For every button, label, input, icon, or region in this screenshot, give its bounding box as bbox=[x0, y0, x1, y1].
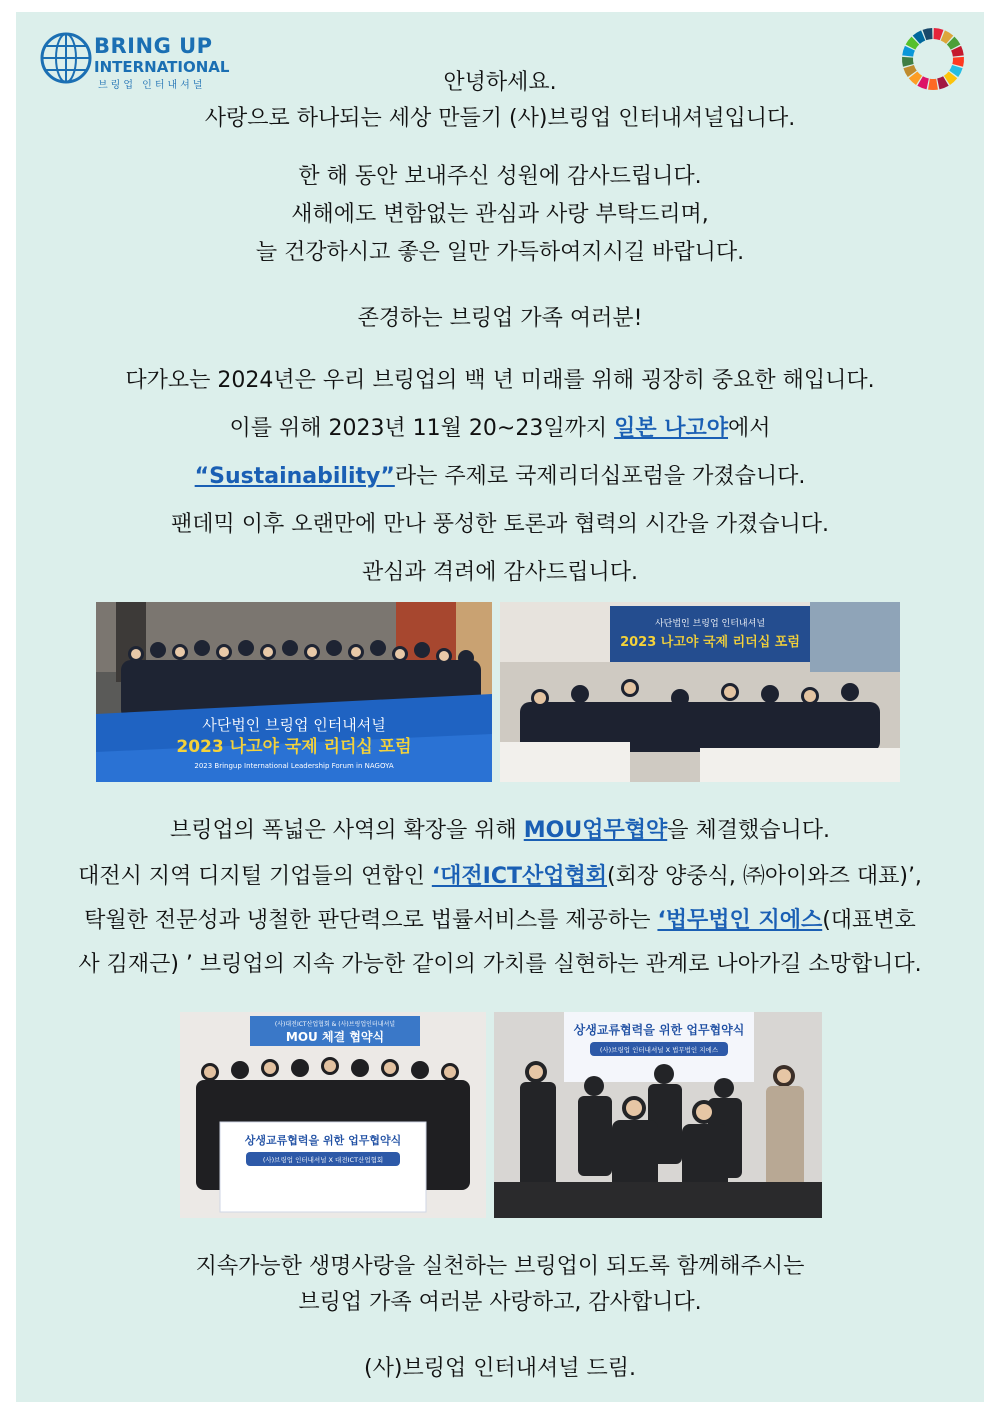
forum-line-3-post: 라는 주제로 국제리더십포럼을 가졌습니다. bbox=[394, 464, 806, 489]
screen-text-1: 사단법인 브링업 인터내셔널 bbox=[654, 619, 766, 629]
closing-line-1: 지속가능한 생명사랑을 실천하는 브링업이 되도록 함께해주시는 bbox=[195, 1254, 805, 1279]
sign-text-2: (사)브링업 인터내셔널 X 대전ICT산업협회 bbox=[262, 1156, 384, 1164]
forum-line-4: 팬데믹 이후 오랜만에 만나 풍성한 토론과 협력의 시간을 가졌습니다. bbox=[171, 512, 829, 537]
forum-line-2 bbox=[16, 410, 984, 448]
banner-text-2: 2023 나고야 국제 리더십 포럼 bbox=[176, 737, 412, 757]
photo-mou-lawfirm bbox=[494, 1012, 822, 1218]
signature-line: (사)브링업 인터내셔널 드림. bbox=[364, 1356, 636, 1381]
sustainability-link[interactable]: “Sustainability” bbox=[194, 464, 395, 489]
mou-line-1 bbox=[16, 812, 984, 850]
salutation: 존경하는 브링업 가족 여러분! bbox=[357, 306, 643, 331]
mou-line-1-pre: 브링업의 폭넓은 사역의 확장을 위해 bbox=[170, 818, 524, 843]
letter-page bbox=[16, 12, 984, 1402]
wall-text-2: MOU 체결 협약식 bbox=[285, 1030, 385, 1044]
mou-line-2-pre: 대전시 지역 디지털 기업들의 연합인 bbox=[78, 864, 432, 889]
daejeon-ict-link[interactable]: ‘대전ICT산업협회 bbox=[431, 864, 608, 889]
board-text-1: 상생교류협력을 위한 업무협약식 bbox=[573, 1023, 745, 1037]
board-text-2: (사)브링업 인터내셔널 X 법무법인 지에스 bbox=[599, 1046, 719, 1054]
banner-text-1: 사단법인 브링업 인터내셔널 bbox=[202, 716, 386, 734]
forum-line-5: 관심과 격려에 감사드립니다. bbox=[361, 560, 638, 585]
forum-line-2-pre: 이를 위해 2023년 11월 20~23일까지 bbox=[229, 416, 615, 441]
photo-mou-ict bbox=[180, 1012, 486, 1218]
wall-text-1: (사)대전ICT산업협회 & (사)브링업인터내셔널 bbox=[274, 1021, 396, 1028]
thanks-line-1: 한 해 동안 보내주신 성원에 감사드립니다. bbox=[298, 164, 702, 189]
sign-text-1: 상생교류협력을 위한 업무협약식 bbox=[244, 1134, 402, 1147]
photo-nagoya-group bbox=[96, 602, 492, 782]
law-firm-link[interactable]: ‘법무법인 지에스 bbox=[657, 908, 823, 933]
mou-link[interactable]: MOU업무협약 bbox=[523, 818, 668, 843]
forum-line-3 bbox=[16, 458, 984, 496]
greeting-line-2: 사랑으로 하나되는 세상 만들기 (사)브링업 인터내셔널입니다. bbox=[204, 106, 796, 131]
mou-line-4: 사 김재근) ’ 브링업의 지속 가능한 같이의 가치를 실현하는 관계로 나아가길 소망합니다. bbox=[78, 952, 922, 977]
mou-line-1-post: 을 체결했습니다. bbox=[667, 818, 830, 843]
mou-line-2-post: (회장 양중식, ㈜아이와즈 대표)’, bbox=[607, 864, 922, 889]
logo-text-bring-up: BRING UP bbox=[94, 34, 213, 58]
forum-line-1: 다가오는 2024년은 우리 브링업의 백 년 미래를 위해 굉장히 중요한 해입니다. bbox=[125, 368, 875, 393]
thanks-line-3: 늘 건강하시고 좋은 일만 가득하여지시길 바랍니다. bbox=[255, 240, 745, 265]
mou-line-2 bbox=[16, 858, 984, 896]
banner-text-3: 2023 Bringup International Leadership Forum in NAGOYA bbox=[194, 762, 394, 770]
mou-line-3-post: (대표변호 bbox=[822, 908, 916, 933]
closing-line-2: 브링업 가족 여러분 사랑하고, 감사합니다. bbox=[298, 1290, 702, 1315]
logo-text-international: INTERNATIONAL bbox=[94, 58, 230, 76]
mou-line-3 bbox=[16, 902, 984, 940]
nagoya-link[interactable]: 일본 나고야 bbox=[614, 416, 729, 441]
logo-text-korean: 브링업 인터내셔널 bbox=[98, 80, 206, 91]
photo-nagoya-forum-room bbox=[500, 602, 900, 782]
thanks-line-2: 새해에도 변함없는 관심과 사랑 부탁드리며, bbox=[291, 202, 709, 227]
screen-text-2: 2023 나고야 국제 리더십 포럼 bbox=[620, 635, 800, 650]
mou-line-3-pre: 탁월한 전문성과 냉철한 판단력으로 법률서비스를 제공하는 bbox=[84, 908, 658, 933]
forum-line-2-post: 에서 bbox=[728, 416, 771, 441]
greeting-line-1: 안녕하세요. bbox=[443, 70, 557, 95]
